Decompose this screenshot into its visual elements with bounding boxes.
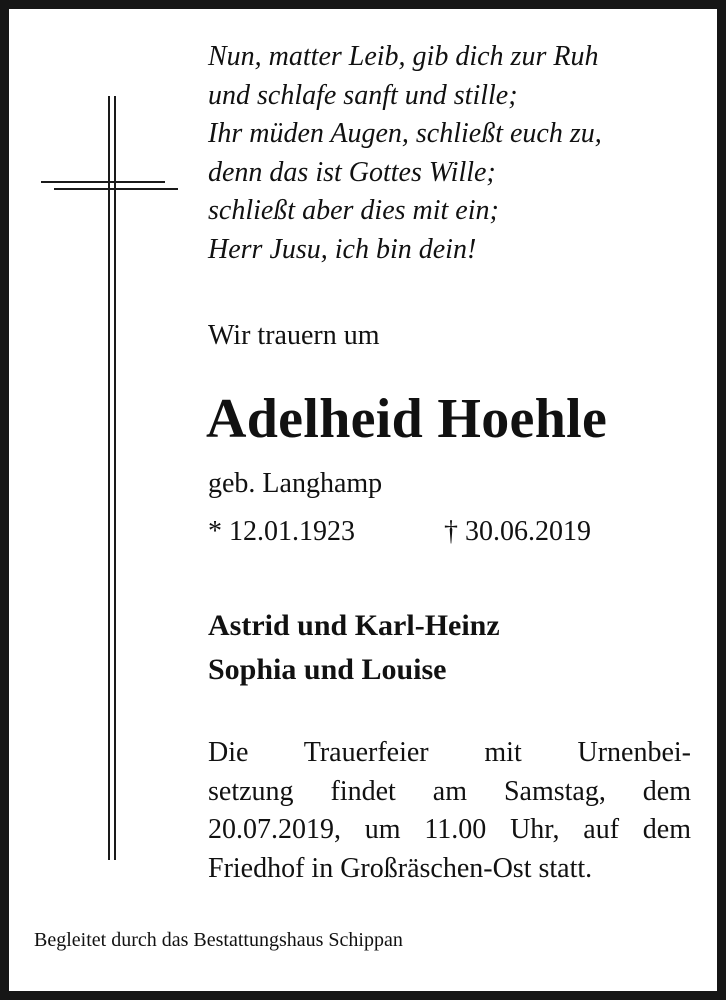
poem-line: und schlafe sanft und stille;	[208, 79, 518, 111]
poem	[208, 38, 688, 269]
notice-line: Die Trauerfeier mit Urnenbei-	[208, 737, 691, 768]
mourner-entry: Astrid und Karl-Heinz	[208, 609, 500, 642]
mourning-intro: Wir trauern um	[208, 320, 380, 351]
mourner-entry: Sophia und Louise	[208, 653, 447, 686]
cross-horizontal-bar	[41, 181, 165, 183]
funeral-home-credit: Begleitet durch das Bestattungshaus Schippan	[34, 929, 403, 951]
funeral-notice	[208, 734, 691, 888]
poem-line: Ihr müden Augen, schließt euch zu,	[208, 118, 602, 149]
poem-line: Herr Jusu, ich bin dein!	[208, 233, 477, 265]
notice-line: setzung findet am Samstag, dem	[208, 775, 691, 807]
cross-horizontal-bar	[54, 188, 178, 190]
notice-line: 20.07.2019, um 11.00 Uhr, auf dem	[208, 814, 691, 845]
deceased-name: Adelheid Hoehle	[206, 388, 608, 450]
death-date: † 30.06.2019	[444, 516, 591, 547]
cross-vertical-bar	[114, 96, 116, 860]
cross-vertical-bar	[108, 96, 110, 860]
maiden-name: geb. Langhamp	[208, 468, 383, 499]
poem-line: denn das ist Gottes Wille;	[208, 156, 496, 188]
notice-line: Friedhof in Großräschen-Ost statt.	[208, 852, 593, 884]
poem-line: Nun, matter Leib, gib dich zur Ruh	[208, 41, 599, 72]
life-dates	[208, 514, 638, 550]
birth-date: * 12.01.1923	[208, 516, 355, 547]
mourners-list	[208, 604, 500, 692]
poem-line: schließt aber dies mit ein;	[208, 195, 499, 226]
